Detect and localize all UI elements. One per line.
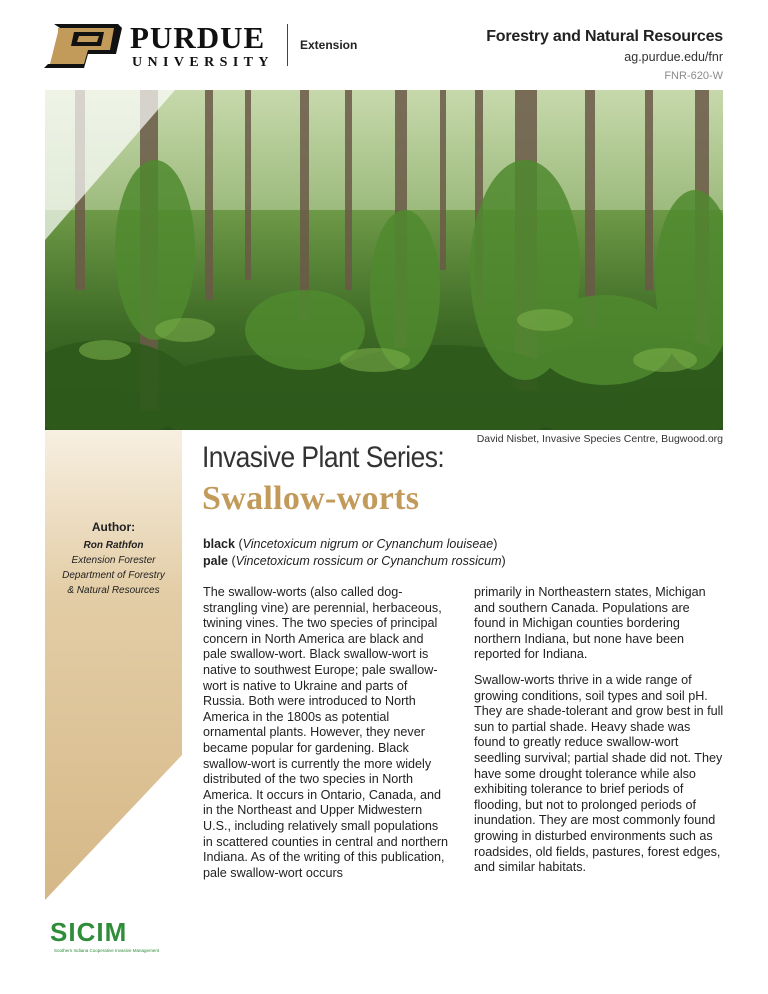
species-black: black (Vincetoxicum nigrum or Cynanchum louiseae)	[203, 537, 498, 551]
extension-label: Extension	[300, 38, 358, 52]
purdue-p-logo-icon	[44, 24, 122, 68]
author-block	[45, 520, 182, 598]
author-department-cont: & Natural Resources	[67, 585, 160, 596]
university-wordmark: UNIVERSITY	[132, 55, 274, 70]
body-paragraph: primarily in Northeastern states, Michigan and southern Canada. Populations are found in Michigan counties bordering northern Indiana, but none have been reported for Indiana.	[474, 585, 706, 662]
species-common-name: black	[203, 537, 235, 551]
forest-photo-illustration	[45, 90, 723, 430]
plant-title: Swallow-worts	[202, 480, 420, 517]
sidebar-band	[45, 430, 182, 900]
department-url[interactable]: ag.purdue.edu/fnr	[624, 50, 723, 64]
sicim-subtitle: Southern Indiana Cooperative Invasive Management	[54, 948, 160, 953]
purdue-logo	[44, 22, 314, 72]
publication-code: FNR-620-W	[664, 70, 723, 82]
purdue-wordmark: PURDUE	[130, 20, 266, 55]
department-title: Forestry and Natural Resources	[486, 28, 723, 45]
author-department: Department of Forestry	[62, 570, 165, 581]
sicim-logo	[50, 915, 190, 959]
photo-credit: David Nisbet, Invasive Species Centre, Bugwood.org	[476, 433, 723, 445]
body-column-right	[474, 585, 724, 886]
species-pale: pale (Vincetoxicum rossicum or Cynanchum rossicum)	[203, 554, 506, 568]
sicim-wordmark: SICIM	[50, 917, 128, 947]
species-common-name: pale	[203, 554, 229, 568]
body-paragraph: Swallow-worts thrive in a wide range of growing conditions, soil types and soil pH. They are shade-tolerant and grow best in full sun to partial shade. Heavy shade was found to greatly reduce swallow-wort seedling survival; partial shade did not. They have some drought tolerance while also exhibiting tolerance to brief periods of flooding, but not to prolonged periods of inundation. They are most commonly found growing in disturbed environments such as roadsides, old fields, pastures, forest edges, and similar habitats.	[474, 672, 724, 875]
header-divider	[287, 24, 288, 66]
author-heading: Author:	[91, 520, 136, 534]
species-scientific-name: Vincetoxicum rossicum or Cynanchum rossicum	[235, 554, 502, 568]
species-scientific-name: Vincetoxicum nigrum or Cynanchum louiseae	[242, 537, 494, 551]
author-name: Ron Rathfon	[83, 540, 144, 551]
author-title: Extension Forester	[71, 555, 156, 566]
body-column-left	[203, 585, 449, 891]
body-paragraph: The swallow-worts (also called dog-strangling vine) are perennial, herbaceous, twining vines. The two species of principal concern in North America are black and pale swallow-wort. Black swallow-wort is native to southwest Europe; pale swallow-wort is native to Ukraine and parts of Russia. Both were introduced to North America in the 1800s as potential ornamental plants. However, they never became popular for gardening. Black swallow-wort is currently the more widely distributed of the two species in North America. It occurs in Ontario, Canada, and in the Northeast and Upper Midwestern U.S., including relatively small populations in scattered counties in central and northern Indiana. As of the writing of this publication, pale swallow-wort occurs	[203, 585, 449, 880]
forest-photo	[45, 90, 723, 430]
series-title: Invasive Plant Series:	[202, 441, 445, 474]
